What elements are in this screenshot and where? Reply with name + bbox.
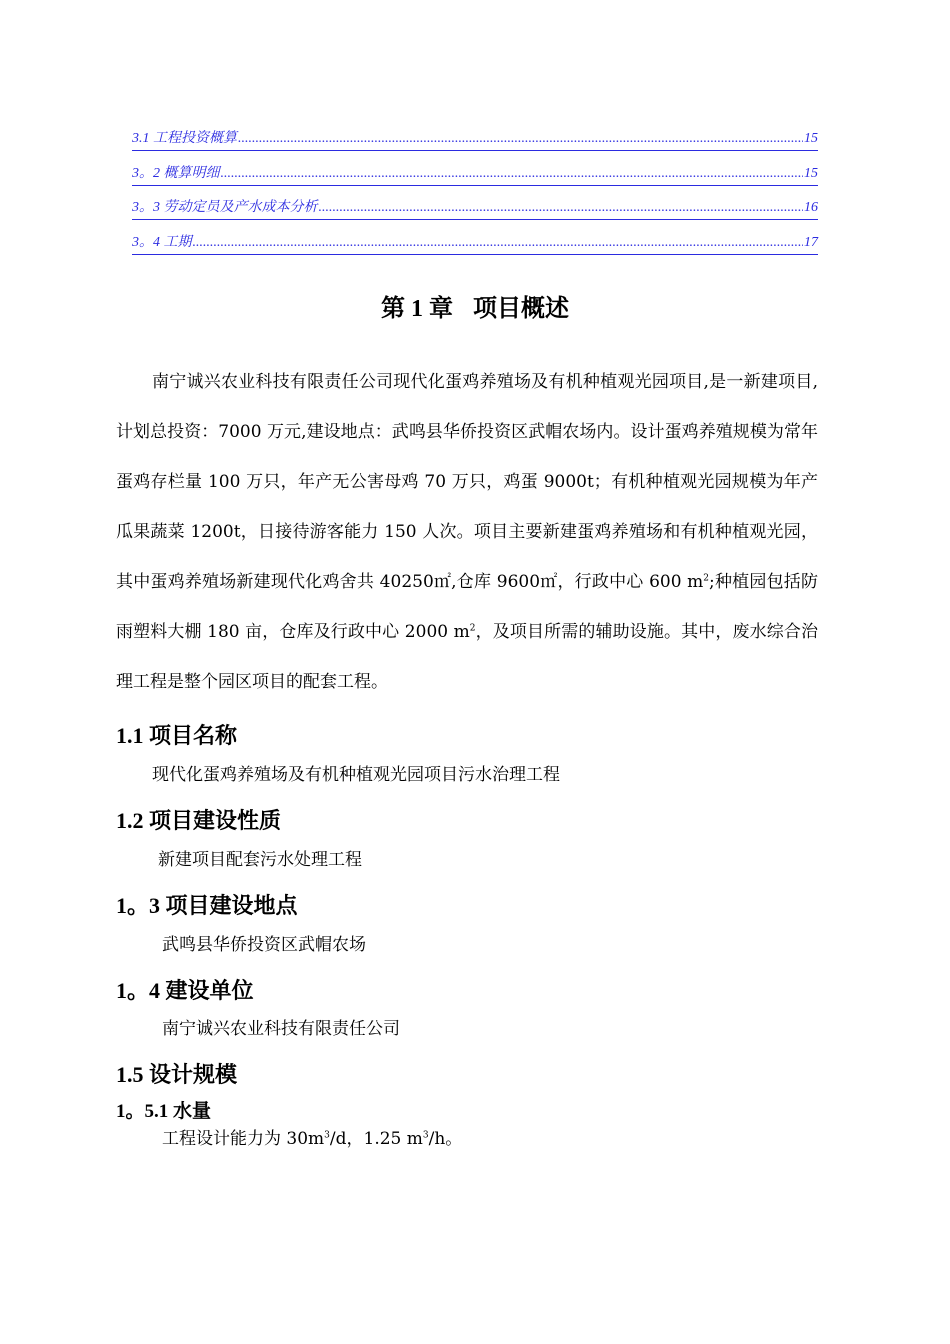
toc-entry-label: 3。4 工期 xyxy=(132,232,193,254)
superscript: 3 xyxy=(324,1130,330,1141)
toc-leader-dots xyxy=(238,128,803,150)
toc-entry[interactable] xyxy=(132,197,818,232)
toc-entry-page: 15 xyxy=(803,163,818,185)
chapter-title xyxy=(0,288,950,323)
section-heading-project-nature: 1.2 项目建设性质 xyxy=(116,808,282,833)
intro-paragraph xyxy=(116,357,818,707)
toc-entry-label: 3。2 概算明细 xyxy=(132,163,221,185)
toc-link[interactable] xyxy=(132,197,818,220)
chapter-number: 第 1 章 xyxy=(381,296,453,322)
section-heading-project-location: 1。3 项目建设地点 xyxy=(116,893,298,918)
capacity-text: /d，1.25 m xyxy=(329,1129,423,1149)
toc-entry-label: 3.1 工程投资概算 xyxy=(132,128,238,150)
superscript: 2 xyxy=(703,573,710,584)
toc-leader-dots xyxy=(193,232,804,254)
toc-entry-page: 17 xyxy=(803,232,818,254)
toc-link[interactable] xyxy=(132,232,818,255)
toc-entry[interactable] xyxy=(132,128,818,163)
table-of-contents xyxy=(132,128,818,266)
section-text-project-name: 现代化蛋鸡养殖场及有机种植观光园项目污水治理工程 xyxy=(152,765,560,785)
section-text-project-nature: 新建项目配套污水处理工程 xyxy=(158,850,362,870)
toc-leader-dots xyxy=(221,163,804,185)
section-text-project-location: 武鸣县华侨投资区武帽农场 xyxy=(162,935,366,955)
subsection-text-water-volume xyxy=(162,1124,462,1149)
toc-entry[interactable] xyxy=(132,232,818,267)
subsection-heading-water-volume: 1。5.1 水量 xyxy=(116,1101,212,1122)
superscript: 2 xyxy=(469,623,476,634)
intro-text: ;种植园包括防雨塑料大棚 180 亩，仓库及行政中心 2000 m xyxy=(116,572,818,642)
section-heading-construction-unit: 1。4 建设单位 xyxy=(116,978,254,1003)
toc-link[interactable] xyxy=(132,128,818,151)
toc-entry-page: 16 xyxy=(803,197,818,219)
capacity-text: /h。 xyxy=(428,1129,463,1149)
toc-entry-label: 3。3 劳动定员及产水成本分析 xyxy=(132,197,319,219)
section-heading-project-name: 1.1 项目名称 xyxy=(116,723,238,748)
toc-entry-page: 15 xyxy=(803,128,818,150)
section-heading-design-scale: 1.5 设计规模 xyxy=(116,1062,238,1087)
intro-text: ，及项目所需的辅助设施。其中，废水综合治理工程是整个园区项目的配套工程。 xyxy=(116,622,819,692)
toc-link[interactable] xyxy=(132,163,818,186)
section-text-construction-unit: 南宁诚兴农业科技有限责任公司 xyxy=(162,1019,400,1039)
toc-entry[interactable] xyxy=(132,163,818,198)
chapter-name: 项目概述 xyxy=(473,296,569,322)
intro-text: 南宁诚兴农业科技有限责任公司现代化蛋鸡养殖场及有机种植观光园项目,是一新建项目,计划总投资：7000 万元,建设地点：武鸣县华侨投资区武帽农场内。设计蛋鸡养殖规模为常年蛋鸡存栏量 100 万只，年产无公害母鸡 70 万只，鸡蛋 9000t；有机种植观光园规模为年产瓜果蔬菜 1200t，日接待游客能力 150 人次。项目主要新建蛋鸡养殖场和有机种植观光园，其中蛋鸡养殖场新建现代化鸡舍共 40250㎡,仓库 9600㎡，行政中心 600 m xyxy=(116,372,818,592)
superscript: 3 xyxy=(422,1130,429,1141)
toc-leader-dots xyxy=(319,197,804,219)
capacity-text: 工程设计能力为 30m xyxy=(162,1129,325,1149)
